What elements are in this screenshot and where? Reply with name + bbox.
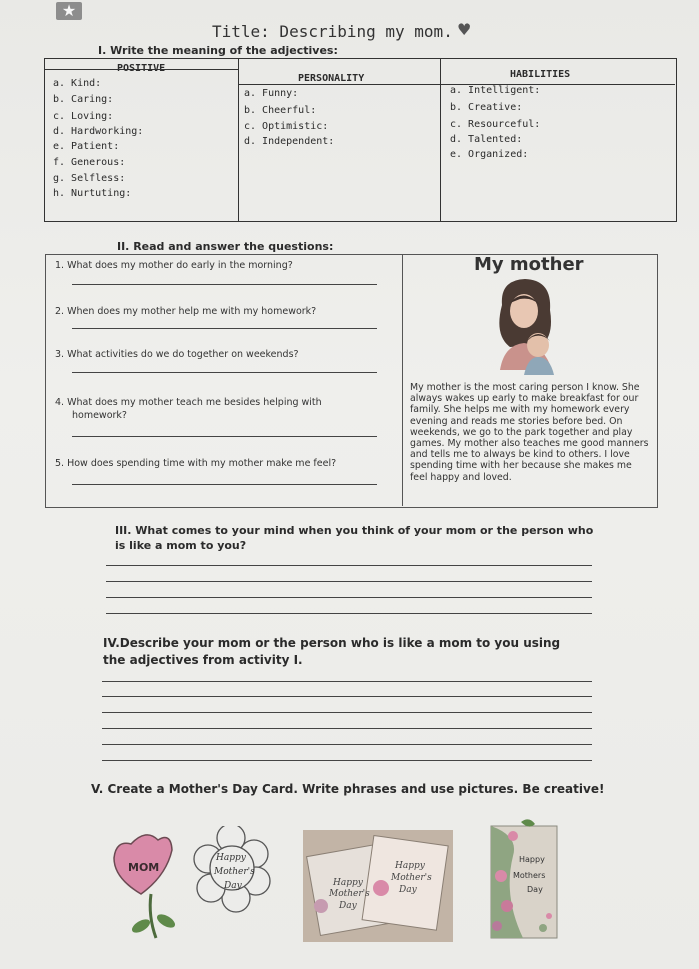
personality-item: d. Independent: <box>244 136 335 147</box>
reading-passage <box>410 382 652 483</box>
mother-child-illustration <box>480 275 570 380</box>
answer-line-2[interactable] <box>72 328 377 329</box>
question-3: 3. What activities do we do together on weekends? <box>55 349 299 360</box>
personality-item: b. Cheerful: <box>244 105 317 116</box>
reading-title: My mother <box>474 254 584 275</box>
answer-line-4[interactable] <box>72 436 377 437</box>
writing-line[interactable] <box>106 565 592 566</box>
activity5-instruction: V. Create a Mother's Day Card. Write phrases and use pictures. Be creative! <box>91 782 605 796</box>
table-rule <box>238 84 675 85</box>
writing-line[interactable] <box>102 712 592 713</box>
activity3-instruction: III. What comes to your mind when you think of your mom or the person who is like a mom to you? <box>115 524 594 552</box>
card-example-floral <box>483 816 561 942</box>
star-icon: ★ <box>56 2 82 20</box>
positive-column <box>45 59 239 221</box>
question-5: 5. How does spending time with my mother make me feel? <box>55 458 337 469</box>
personality-item: c. Optimistic: <box>244 121 329 132</box>
habilities-item: d. Talented: <box>450 134 523 145</box>
positive-item: d. Hardworking: <box>53 126 144 137</box>
habilities-item: c. Resourceful: <box>450 119 541 130</box>
card2-line: Mother's <box>391 873 432 883</box>
positive-item: g. Selfless: <box>53 173 126 184</box>
card1-line: Happy <box>216 853 246 863</box>
question-2: 2. When does my mother help me with my homework? <box>55 306 317 317</box>
positive-item: b. Caring: <box>53 94 114 105</box>
table-rule <box>45 69 238 70</box>
reading-line: always wakes up early to make breakfast for our <box>410 393 639 405</box>
reading-line: family. She helps me with my homework every <box>410 404 630 416</box>
reading-line: spending time with her because she makes me <box>410 460 632 472</box>
card-example-flowers <box>96 826 286 946</box>
answer-line-3[interactable] <box>72 372 377 373</box>
positive-item: c. Loving: <box>53 111 114 122</box>
positive-item: f. Generous: <box>53 157 126 168</box>
page-title: Title: Describing my mom. <box>212 22 453 41</box>
writing-line[interactable] <box>106 581 592 582</box>
card1-line: Day <box>224 881 242 891</box>
reading-line: evening and reads me stories before bed. On <box>410 415 623 427</box>
card3-line: Mothers <box>513 871 546 880</box>
personality-heading: PERSONALITY <box>298 73 365 84</box>
reading-line: and tells me to always be kind to others. I love <box>410 449 630 461</box>
card2-line: Mother's <box>329 889 370 899</box>
habilities-item: a. Intelligent: <box>450 85 541 96</box>
card1-flower-text: MOM <box>128 861 160 874</box>
activity2-instruction: II. Read and answer the questions: <box>117 240 334 253</box>
writing-line[interactable] <box>102 681 592 682</box>
card2-line: Day <box>399 885 417 895</box>
reading-line: weekends, we go to the park together and play <box>410 426 633 438</box>
question-1: 1. What does my mother do early in the morning? <box>55 260 293 271</box>
adjectives-table <box>44 58 677 222</box>
activity1-instruction: I. Write the meaning of the adjectives: <box>98 44 338 57</box>
reading-line: feel happy and loved. <box>410 471 512 483</box>
card2-line: Happy <box>333 878 363 888</box>
habilities-item: b. Creative: <box>450 102 523 113</box>
habilities-item: e. Organized: <box>450 149 529 160</box>
card3-line: Day <box>527 885 543 894</box>
card2-line: Day <box>339 901 357 911</box>
positive-item: a. Kind: <box>53 78 102 89</box>
card-example-envelope <box>303 830 453 942</box>
habilities-heading: HABILITIES <box>510 69 571 80</box>
questions-divider <box>402 254 403 506</box>
question-4: 4. What does my mother teach me besides helping with <box>55 397 322 408</box>
writing-line[interactable] <box>106 613 592 614</box>
writing-line[interactable] <box>106 597 592 598</box>
answer-line-1[interactable] <box>72 284 377 285</box>
reading-line: games. My mother also teaches me good manners <box>410 438 649 450</box>
writing-line[interactable] <box>102 744 592 745</box>
writing-line[interactable] <box>102 696 592 697</box>
positive-item: e. Patient: <box>53 141 120 152</box>
writing-line[interactable] <box>102 760 592 761</box>
activity4-instruction: IV.Describe your mom or the person who is like a mom to you using the adjectives from activity I. <box>103 636 561 667</box>
card1-line: Mother's <box>214 867 255 877</box>
card2-line: Happy <box>395 861 425 871</box>
writing-line[interactable] <box>102 728 592 729</box>
positive-item: h. Nurtuting: <box>53 188 132 199</box>
heart-icon: ♥ <box>457 20 472 39</box>
answer-line-5[interactable] <box>72 484 377 485</box>
personality-item: a. Funny: <box>244 88 299 99</box>
reading-line: My mother is the most caring person I know. She <box>410 382 640 393</box>
card3-line: Happy <box>519 855 545 864</box>
question-4-continued: homework? <box>72 410 127 421</box>
